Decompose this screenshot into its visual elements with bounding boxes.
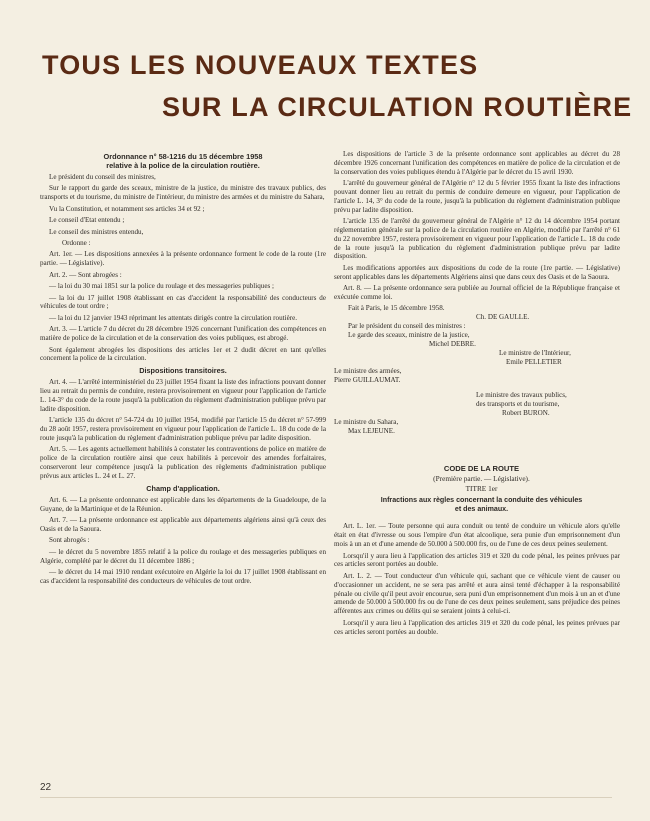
ordonnance-heading-line-2: relative à la police de la circulation routière. xyxy=(106,161,260,170)
paragraph: Ordonne : xyxy=(62,239,91,248)
travaux-title-1: Le ministre des travaux publics, xyxy=(476,391,567,400)
paragraph: Les modifications apportées aux dispositions du code de la route (1re partie. — Législative) seront applicables dans les départements Algériens ainsi que dans ceux des Oasis et de la Saoura. xyxy=(334,263,620,281)
bottom-divider xyxy=(40,797,612,798)
paragraph: L'article 135 de l'arrêté du gouverneur général de l'Algérie n° 12 du 14 décembre 1954 portant réglementation générale sur la police de la circulation routière en Algérie, modifié par l'arrêté n° 61 du 22 novembre 1957, restera provisoirement en vigueur pour l'application de l'article L. 18 du code de la route jusqu'à la publication du règlement d'administration publique prévu par ladite disposition. xyxy=(334,217,620,261)
paragraph: Le conseil d'Etat entendu ; xyxy=(49,216,125,225)
article-paragraph: Lorsqu'il y aura lieu à l'application des articles 319 et 320 du code pénal, les peines prévues par ces articles seront portées au double. xyxy=(334,618,620,636)
code-part: (Première partie. — Législative). xyxy=(433,474,530,484)
titre-subtitle-2: et des animaux. xyxy=(454,505,509,514)
paragraph: Art. 1er. — Les dispositions annexées à la présente ordonnance forment le code de la route (1re partie. — Législative). xyxy=(40,250,326,268)
armees-title: Le ministre des armées, xyxy=(334,367,402,376)
section-heading: Dispositions transitoires. xyxy=(139,366,227,376)
sahara-title: Le ministre du Sahara, xyxy=(334,418,399,427)
travaux-name: Robert BURON. xyxy=(502,409,550,418)
paragraph: Vu la Constitution, et notamment ses articles 34 et 92 ; xyxy=(49,204,205,213)
garde-name: Michel DEBRE. xyxy=(429,340,476,349)
article-paragraph: Lorsqu'il y aura lieu à l'application des articles 319 et 320 du code pénal, les peines prévues par ces articles seront portées au double. xyxy=(334,551,620,569)
paragraph: Le président du conseil des ministres, xyxy=(49,173,156,181)
paragraph: — la loi du 30 mai 1851 sur la police du roulage et des messageries publiques ; xyxy=(49,282,274,291)
paragraph: Art. 7. — La présente ordonnance est applicable aux départements algériens ainsi qu'à ceux des Oasis et de la Saoura. xyxy=(40,516,326,533)
page-title-line-2: SUR LA CIRCULATION ROUTIÈRE xyxy=(162,92,633,122)
article-paragraph: Art. L. 1er. — Toute personne qui aura conduit ou tenté de conduire un véhicule alors qu'elle était en état d'ivresse ou sous l'empire d'un état alcoolique, sera punie d'un emprisonnement d'un mois à un an et d'une amende de 50.000 à 500.000 frs, ou de l'une de ces deux peines seulement. xyxy=(334,522,620,549)
page-title-line-1: TOUS LES NOUVEAUX TEXTES xyxy=(42,50,479,80)
ordonnance-heading-line-1: Ordonnance n° 58-1216 du 15 décembre 1958 xyxy=(103,152,263,161)
interieur-title: Le ministre de l'Intérieur, xyxy=(499,349,571,358)
paragraph: — le décret du 14 mai 1910 rendant exécutoire en Algérie la loi du 17 juillet 1908 établissant en cas d'accident la responsabilité des conducteurs de véhicules de tout ordre. xyxy=(40,568,326,585)
signatory: Ch. DE GAULLE. xyxy=(476,313,530,322)
code-title: CODE DE LA ROUTE xyxy=(443,464,520,474)
travaux-title-2: des transports et du tourisme, xyxy=(476,400,560,409)
paragraph: Art. 3. — L'article 7 du décret du 28 décembre 1926 concernant l'unification des compétences en matière de police de la circulation et de la conservation des voies publiques, est abrogé. xyxy=(40,325,326,343)
paragraph: Sur le rapport du garde des sceaux, ministre de la justice, du ministre des travaux publics, des transports et du tourisme, du ministre de l'intérieur, du ministre des armées et du ministre du Sahara, xyxy=(40,184,326,202)
page-number: 22 xyxy=(40,782,52,793)
done-at-line: Fait à Paris, le 15 décembre 1958. xyxy=(348,304,445,313)
right-column xyxy=(334,150,620,639)
titre-label: TITRE 1er xyxy=(465,484,498,494)
paragraph: — la loi du 12 janvier 1943 réprimant les attentats dirigés contre la circulation routière. xyxy=(49,313,298,322)
paragraph: Art. 8. — La présente ordonnance sera publiée au Journal officiel de la République française et exécutée comme loi. xyxy=(334,284,620,302)
article-paragraph: Art. L. 2. — Tout conducteur d'un véhicule qui, sachant que ce véhicule vient de causer ou d'occasionner un accident, ne se sera pas arrêté et aura ainsi tenté d'échapper à la responsabilité pénale ou civile qu'il peut avoir encourue, sera puni d'un emprisonnement d'un mois à un an et d'une amende de 50.000 à 500.000 frs ou de l'une de ces deux peines seulement, sans préjudice des peines afférentes aux crimes ou délits qui se seraient joints à celui-ci. xyxy=(334,571,620,616)
paragraph: Le conseil des ministres entendu, xyxy=(49,227,144,236)
code-de-la-route-heading xyxy=(334,464,620,514)
paragraph: Art. 2. — Sont abrogées : xyxy=(49,270,122,279)
paragraph: L'article 135 du décret n° 54-724 du 10 juillet 1954, modifié par l'article 15 du décret n° 57-999 du 28 août 1957, restera provisoirement en vigueur pour l'application de l'article L. 18 du code de la route jusqu'à la publication du règlement d'administration publique prévu par ladite disposition. xyxy=(40,416,326,442)
by-president-line: Par le président du conseil des ministres : xyxy=(348,322,466,331)
section-heading: Champ d'application. xyxy=(146,483,220,493)
left-column xyxy=(40,150,326,588)
interieur-name: Emile PELLETIER xyxy=(506,358,562,367)
ordonnance-heading xyxy=(40,152,326,170)
paragraph: Art. 6. — La présente ordonnance est applicable dans les départements de la Guadeloupe, de la Guyane, de la Martinique et de la Réunion. xyxy=(40,495,326,513)
paragraph: Art. 5. — Les agents actuellement habilités à constater les contraventions de police en matière de police de la circulation routière ainsi que ceux habilités à percevoir des amendes forfaitaires, conserveront leur compétence jusqu'à la publication des règlements d'administration publique prévus aux articles L. 24 et L. 27. xyxy=(40,445,326,480)
sahara-name: Max LEJEUNE. xyxy=(348,427,395,436)
paragraph: L'arrêté du gouverneur général de l'Algérie n° 12 du 5 février 1955 fixant la liste des infractions pouvant donner lieu au retrait du permis de conduire demeure en vigueur, pour l'application de l'article L. 14, 3° du code de la route, jusqu'à la publication du règlement d'administration publique prévu par ladite disposition. xyxy=(334,179,620,214)
paragraph: — la loi du 17 juillet 1908 établissant en cas d'accident la responsabilité des conducteurs de véhicules de tout ordre ; xyxy=(40,293,326,311)
paragraph: Art. 4. — L'arrêté interministériel du 23 juillet 1954 fixant la liste des infractions pouvant donner lieu au retrait du permis de conduire, restera provisoirement en vigueur pour l'application de l'article L. 14-3° du code de la route jusqu'à la publication du règlement d'administration publique prévu par ladite disposition. xyxy=(40,378,326,413)
paragraph: Sont abrogés : xyxy=(49,536,90,545)
armees-name: Pierre GUILLAUMAT. xyxy=(334,376,401,385)
paragraph: — le décret du 5 novembre 1855 relatif à la police du roulage et des messageries publiques en Algérie, complété par le décret du 11 décembre 1886 ; xyxy=(40,547,326,565)
garde-title: Le garde des sceaux, ministre de la justice, xyxy=(348,331,470,340)
titre-subtitle-1: Infractions aux règles concernant la conduite des véhicules xyxy=(380,496,583,505)
paragraph: Sont également abrogées les dispositions des articles 1er et 2 dudit décret en tant qu'elles concernent la police de la circulation. xyxy=(40,345,326,363)
paragraph: Les dispositions de l'article 3 de la présente ordonnance sont applicables au décret du 28 décembre 1926 concernant l'unification des compétences en matière de police de la circulation et de la conservation des voies publiques étendu à l'Algérie par le décret du 15 avril 1930. xyxy=(334,150,620,176)
